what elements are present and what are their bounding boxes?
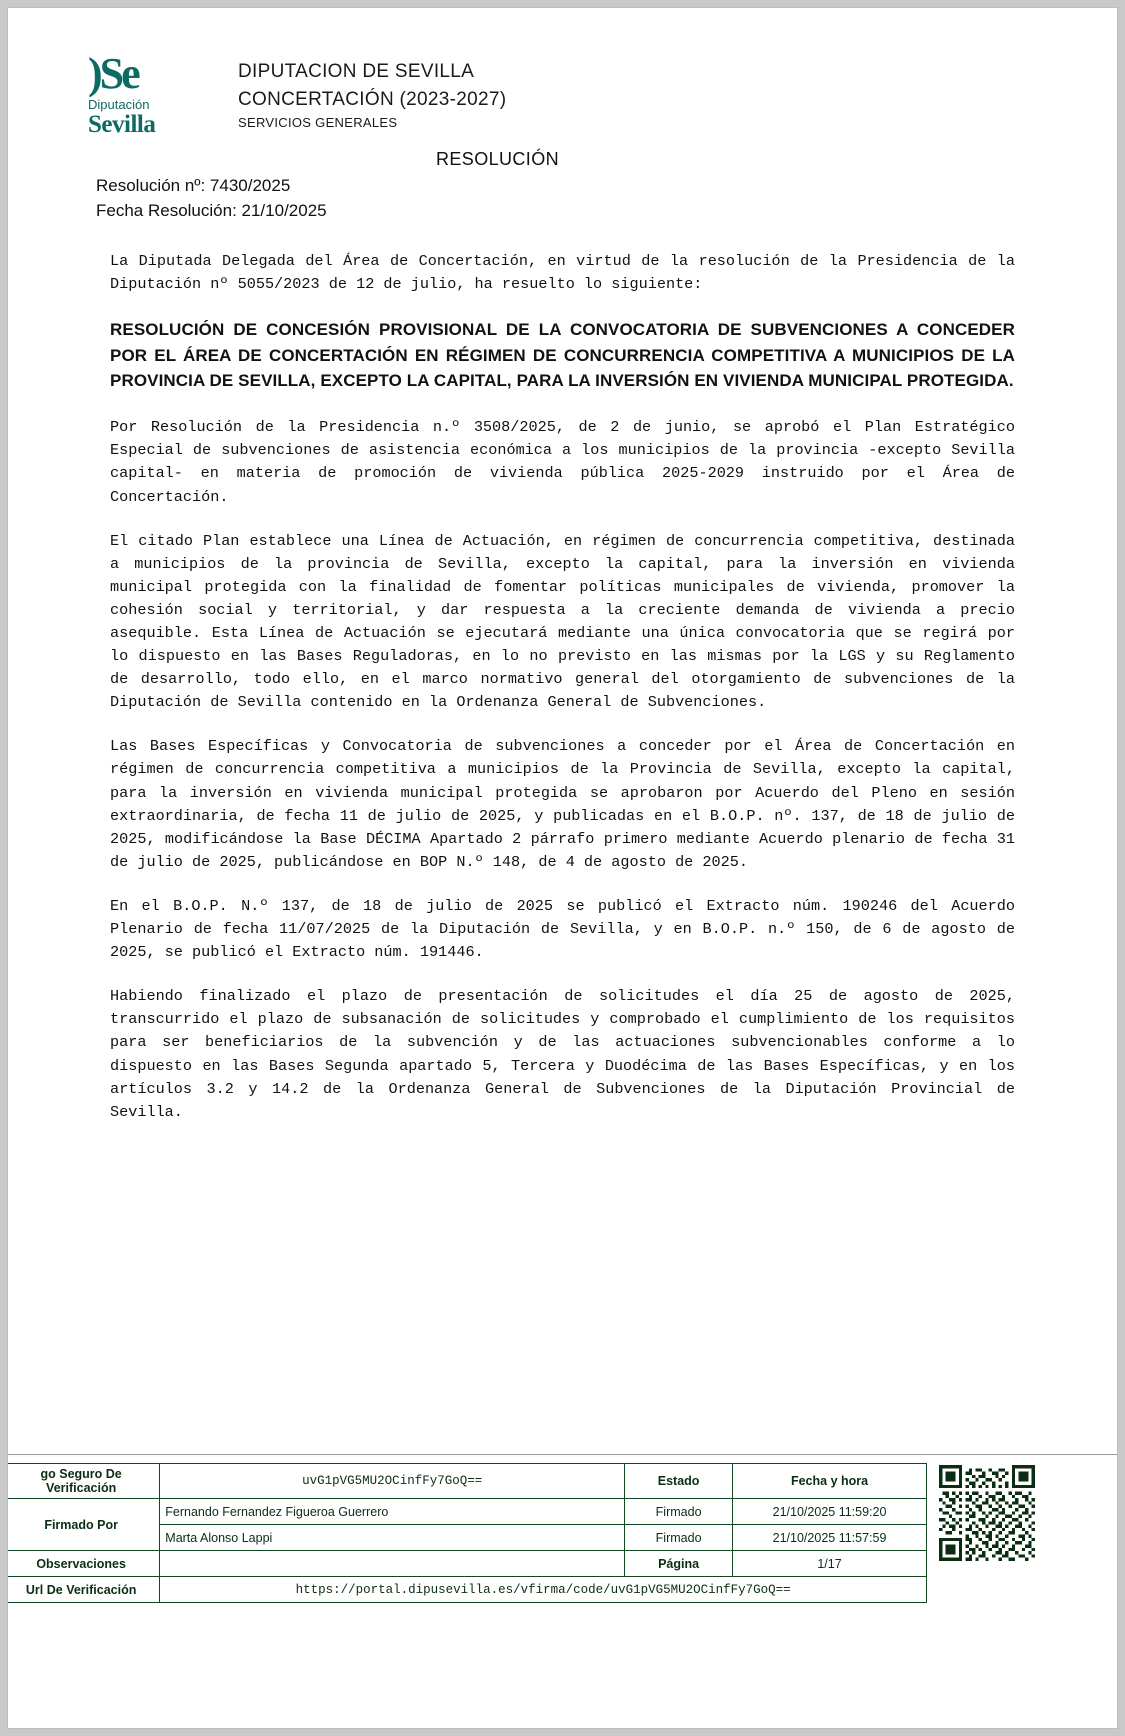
verification-table [8, 1463, 927, 1603]
page-title: RESOLUCIÓN [435, 149, 560, 170]
observaciones-value [160, 1551, 625, 1577]
table-row [8, 1551, 927, 1577]
logo-mark: )Se [88, 49, 138, 98]
org-name: DIPUTACION DE SEVILLA [238, 61, 475, 82]
table-row [8, 1499, 927, 1525]
qr-code-icon [939, 1465, 1035, 1561]
pagina-value: 1/17 [733, 1551, 927, 1577]
body-paragraph: El citado Plan establece una Línea de Actuación, en régimen de concurrencia competitiva, destinada a municipios de la provincia de Sevilla, excepto la capital, para la inversión en vivienda municipal protegida con la finalidad de fomentar políticas municipales de vivienda, promover la cohesión social y territorial, y dar respuesta a la creciente demanda de vivienda a precio asequible. Esta Línea de Actuación se ejecutará mediante una única convocatoria que se regirá por lo dispuesto en las Bases Reguladoras, en lo no previsto en las mismas por la LGS y su Reglamento de desarrollo, todo ello, en el marco normativo general del otorgamiento de subvenciones de la Diputación de Sevilla contenido en la Ordenanza General de Subvenciones. [110, 531, 1015, 712]
signer-name: Marta Alonso Lappi [160, 1525, 625, 1551]
document-header [8, 8, 1117, 137]
footer-divider [8, 1454, 1117, 1455]
document-footer [8, 1454, 1117, 1603]
fecha-header: Fecha y hora [733, 1464, 927, 1499]
document-page [8, 8, 1117, 1728]
signer-status: Firmado [625, 1499, 733, 1525]
document-intro [110, 250, 1015, 296]
signer-name: Fernando Fernandez Figueroa Guerrero [160, 1499, 625, 1525]
resolution-number: Resolución nº: 7430/2025 [96, 176, 291, 196]
table-row [8, 1464, 927, 1499]
intro-paragraph: La Diputada Delegada del Área de Concertación, en virtud de la resolución de la Presidencia de la Diputación nº 5055/2023 de 12 de julio, ha resuelto lo siguiente: [110, 251, 1015, 293]
body-paragraph: Habiendo finalizado el plazo de presentación de solicitudes el día 25 de agosto de 2025, transcurrido el plazo de subsanación de solicitudes y comprobado el cumplimiento de los requisitos para ser beneficiarios de la subvención y de las actuaciones subvencionables conforme a lo dispuesto en las Bases Segunda apartado 5, Tercera y Duodécima de las Bases Específicas, y en los artículos 3.2 y 14.2 de la Ordenanza General de Subvenciones de la Diputación Provincial de Sevilla. [110, 987, 1015, 1121]
body-paragraph: Por Resolución de la Presidencia n.º 3508/2025, de 2 de junio, se aprobó el Plan Estratégico Especial de subvenciones de asistencia económica a los municipios de la provincia -excepto Sevilla capital- en materia de promoción de vivienda pública 2025-2029 instruido por el Área de Concertación. [110, 418, 1015, 506]
body-paragraph: Las Bases Específicas y Convocatoria de subvenciones a conceder por el Área de Concertación en régimen de concurrencia competitiva a municipios de la Provincia de Sevilla, excepto la capital, para la inversión en vivienda municipal protegida se aprobaron por Acuerdo del Pleno en sesión extraordinaria, de fecha 11 de julio de 2025, y publicadas en el B.O.P. nº. 137, de 18 de julio de 2025, modificándose la Base DÉCIMA Apartado 2 párrafo primero mediante Acuerdo plenario de fecha 31 de julio de 2025, publicándose en BOP N.º 148, de 4 de agosto de 2025. [110, 737, 1015, 871]
logo-subtitle-diputacion: Diputación [88, 97, 150, 112]
body-paragraph: En el B.O.P. N.º 137, de 18 de julio de 2025 se publicó el Extracto núm. 190246 del Acuerdo Plenario de fecha 11/07/2025 de la Diputación de Sevilla, y en B.O.P. n.º 150, de 6 de agosto de 2025, se publicó el Extracto núm. 191446. [110, 896, 1015, 962]
url-label: Url De Verificación [8, 1577, 160, 1603]
org-department: CONCERTACIÓN (2023-2027) [238, 88, 507, 110]
estado-header: Estado [625, 1464, 733, 1499]
document-body [110, 416, 1015, 1124]
signer-timestamp: 21/10/2025 11:59:20 [733, 1499, 927, 1525]
url-value[interactable]: https://portal.dipusevilla.es/vfirma/code/uvG1pVG5MU2OCinfFy7GoQ== [160, 1577, 927, 1603]
resolution-date: Fecha Resolución: 21/10/2025 [96, 200, 327, 220]
logo-subtitle-sevilla: Sevilla [88, 111, 156, 139]
signed-by-label: Firmado Por [8, 1499, 160, 1551]
csv-value: uvG1pVG5MU2OCinfFy7GoQ== [160, 1464, 625, 1499]
resolution-meta [8, 170, 1117, 223]
table-row [8, 1577, 927, 1603]
observaciones-label: Observaciones [8, 1551, 160, 1577]
resolution-heading: RESOLUCIÓN DE CONCESIÓN PROVISIONAL DE LA CONVOCATORIA DE SUBVENCIONES A CONCEDER POR EL ÁREA DE CONCERTACIÓN EN RÉGIMEN DE CONCURRENCIA COMPETITIVA A MUNICIPIOS DE LA PROVINCIA DE SEVILLA, EXCEPTO LA CAPITAL, PARA LA INVERSIÓN EN VIVIENDA MUNICIPAL PROTEGIDA. [110, 319, 1015, 391]
org-unit: SERVICIOS GENERALES [238, 115, 398, 131]
signer-status: Firmado [625, 1525, 733, 1551]
diputacion-logo [88, 48, 208, 137]
pagina-label: Página [625, 1551, 733, 1577]
signer-timestamp: 21/10/2025 11:57:59 [733, 1525, 927, 1551]
organization-block [208, 48, 506, 134]
csv-label: go Seguro De Verificación [8, 1464, 160, 1499]
